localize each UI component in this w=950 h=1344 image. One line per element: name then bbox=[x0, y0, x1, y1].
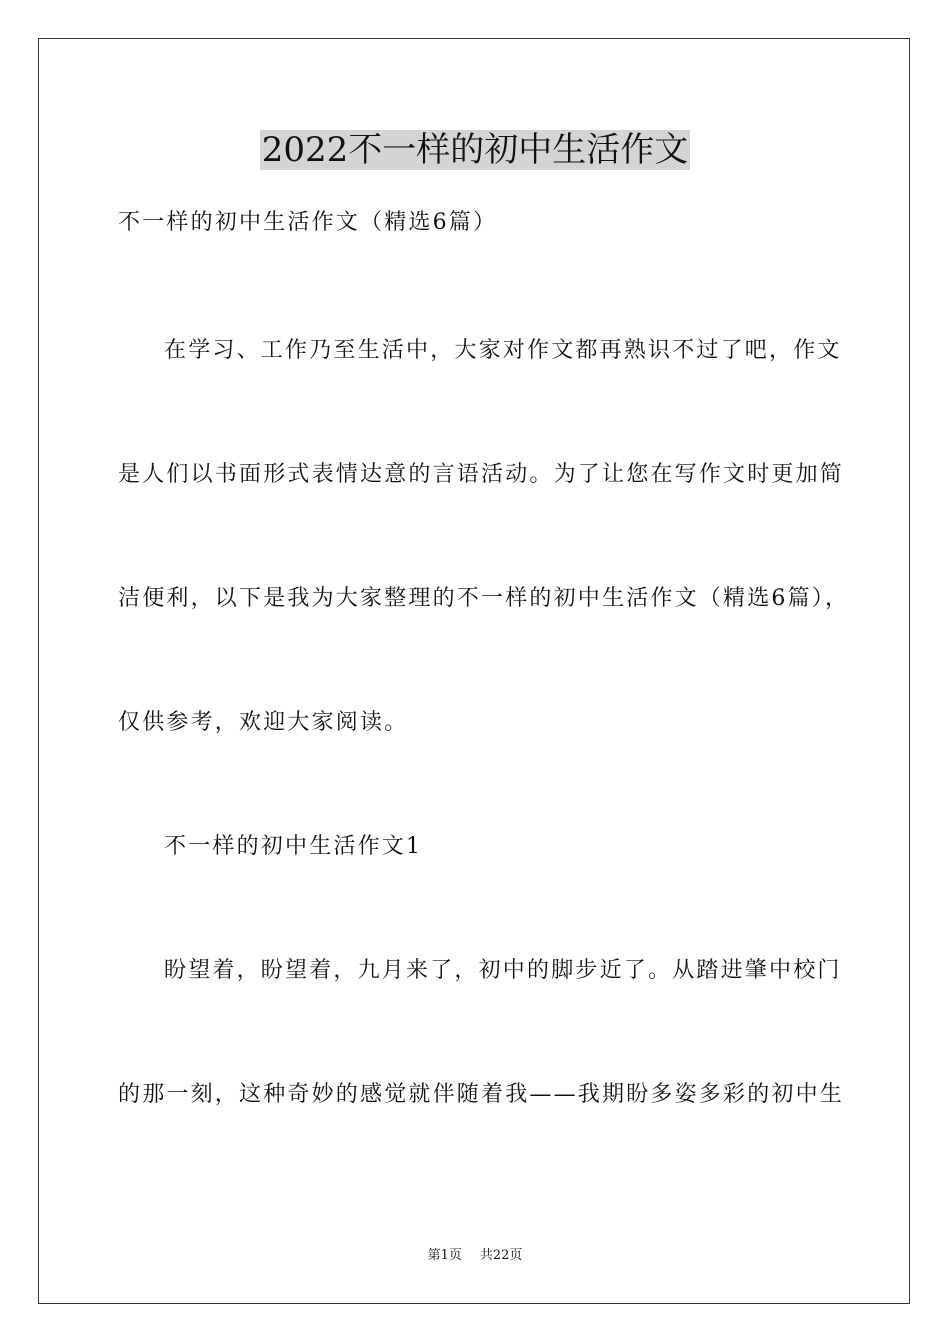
document-title-text: 2022不一样的初中生活作文 bbox=[261, 130, 689, 170]
subtitle-line: 不一样的初中生活作文（精选6篇） bbox=[118, 210, 498, 235]
page-total: 共22页 bbox=[479, 1248, 523, 1263]
document-title bbox=[0, 126, 950, 174]
section-heading: 不一样的初中生活作文1 bbox=[164, 834, 423, 859]
paragraph-line: 的那一刻，这种奇妙的感觉就伴随着我——我期盼多姿多彩的初中生 bbox=[118, 1082, 845, 1107]
paragraph-line: 仅供参考，欢迎大家阅读。 bbox=[118, 710, 409, 735]
paragraph-line: 盼望着，盼望着，九月来了，初中的脚步近了。从踏进肇中校门 bbox=[164, 958, 842, 983]
page-number: 第1页 bbox=[427, 1248, 462, 1263]
paragraph-line: 在学习、工作乃至生活中，大家对作文都再熟识不过了吧，作文 bbox=[164, 338, 842, 363]
paragraph-line: 是人们以书面形式表情达意的言语活动。为了让您在写作文时更加简 bbox=[118, 462, 845, 487]
page-footer bbox=[0, 1246, 950, 1266]
paragraph-line: 洁便利，以下是我为大家整理的不一样的初中生活作文（精选6篇）， bbox=[118, 586, 850, 611]
